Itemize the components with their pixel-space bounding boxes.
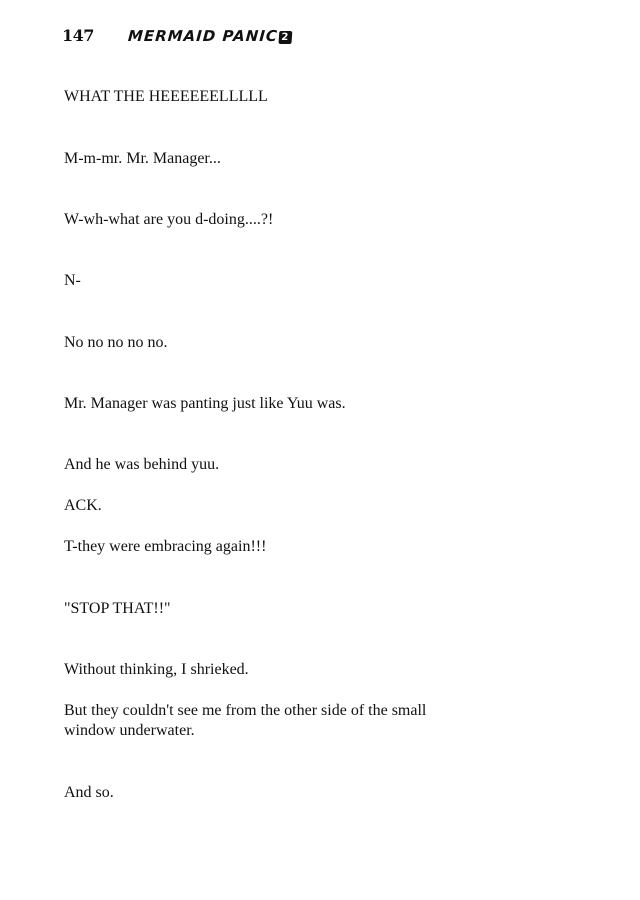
text-line-2: M-m-mr. Mr. Manager... xyxy=(64,150,221,167)
text-line-7: And he was behind yuu. xyxy=(64,456,220,473)
text-line-1: WHAT THE HEEEEEELLLLL xyxy=(64,88,268,105)
book-title-text: MERMAID PANIC xyxy=(127,27,279,45)
text-line-13: And so. xyxy=(64,784,114,801)
book-title xyxy=(127,27,292,45)
volume-badge: 2 xyxy=(278,31,292,44)
text-line-4: N- xyxy=(64,272,81,289)
text-line-11: Without thinking, I shrieked. xyxy=(64,661,249,678)
text-line-3: W-wh-what are you d-doing....?! xyxy=(64,211,274,228)
text-line-5: No no no no no. xyxy=(64,334,168,351)
text-line-8: ACK. xyxy=(64,497,102,514)
page-header xyxy=(62,26,292,54)
page-number: 147 xyxy=(62,26,94,45)
text-paragraph-12: But they couldn't see me from the other side of the small window underwater. xyxy=(64,702,427,739)
text-line-6: Mr. Manager was panting just like Yuu was. xyxy=(64,395,346,412)
text-line-9: T-they were embracing again!!! xyxy=(64,538,267,555)
text-line-10: "STOP THAT!!" xyxy=(64,600,171,617)
